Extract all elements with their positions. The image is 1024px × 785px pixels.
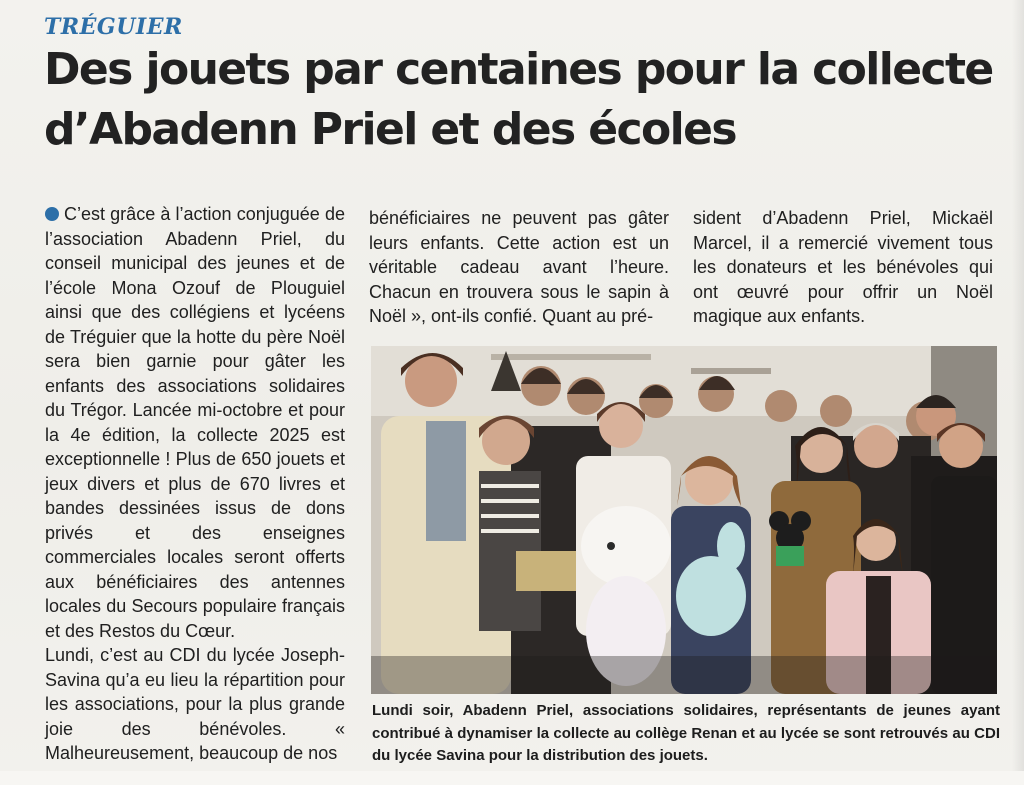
column-2-text: bénéficiaires ne peuvent pas gâter leurs enfants. Cette action est un véritable cadeau avant l’heure. Chacun en trouvera sous le sapin à Noël », ont-ils confié. Quant au pré- xyxy=(369,208,669,326)
column-1-paragraph-1 xyxy=(45,202,345,643)
section-rubric: TRÉGUIER xyxy=(44,14,183,40)
page-bottom-margin xyxy=(0,771,1024,785)
column-1-paragraph-1-text: C’est grâce à l’action conjuguée de l’association Abadenn Priel, du conseil municipal des jeunes et de l’école Mona Ozouf de Plouguiel ainsi que des collégiens et lycéens de Tréguier que la hotte du père Noël sera bien garnie pour gâter les enfants des associations solidaires du Trégor. Lancée mi-octobre et pour la 4e édition, la collecte 2025 est exceptionnelle ! Plus de 650 jouets et jeux divers et plus de 670 livres et bandes dessinées issus de dons privés et des enseignes commerciales locales seront offerts aux bénéficiaires des antennes locales du Secours populaire français et des Restos du Cœur. xyxy=(45,204,345,641)
group-photo-illustration xyxy=(371,346,997,694)
headline-line-1: Des jouets par centaines pour la collecte xyxy=(44,44,993,95)
column-3-text: sident d’Abadenn Priel, Mickaël Marcel, il a remercié vivement tous les donateurs et les bénévoles qui ont œuvré pour offrir un Noël magique aux enfants. xyxy=(693,208,993,326)
article-column-1 xyxy=(45,202,345,766)
page-edge-shadow xyxy=(1012,0,1024,785)
article-column-3 xyxy=(693,206,993,329)
article-headline xyxy=(44,40,1004,160)
article-column-2 xyxy=(369,206,669,329)
headline-line-2: d’Abadenn Priel et des écoles xyxy=(44,104,736,155)
bullet-icon xyxy=(45,207,59,221)
column-1-paragraph-2: Lundi, c’est au CDI du lycée Joseph-Savina qu’a eu lieu la répartition pour les associations, pour la plus grande joie des bénévoles. « Malheureusement, beaucoup de nos xyxy=(45,645,345,763)
group-photo xyxy=(371,346,997,694)
photo-caption: Lundi soir, Abadenn Priel, associations solidaires, représentants de jeunes ayant contribué à dynamiser la collecte au collège Renan et au lycée se sont retrouvés au CDI du lycée Savina pour la distribution des jouets. xyxy=(372,702,1000,764)
